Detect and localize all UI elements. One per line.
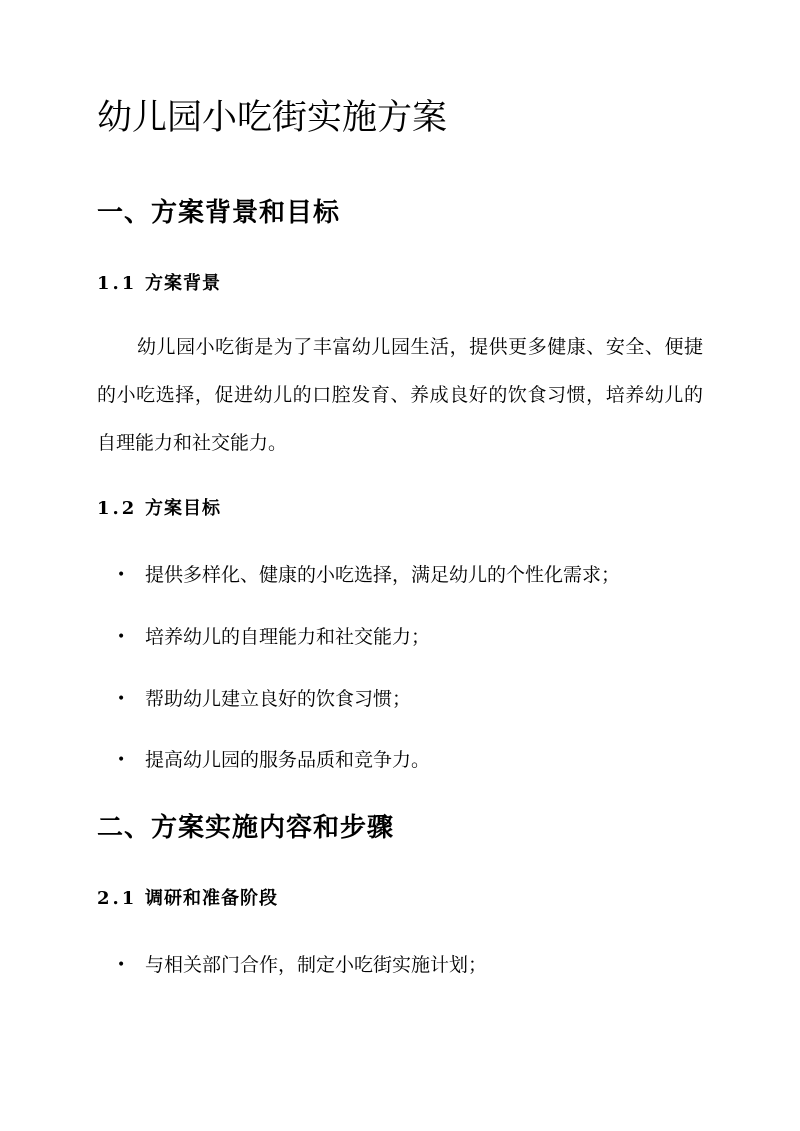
list-item-text: 帮助幼儿建立良好的饮食习惯； — [145, 688, 412, 710]
bullet-icon: • — [117, 629, 126, 645]
list-item — [117, 622, 430, 652]
subsection-2-1-heading — [97, 884, 278, 914]
bullet-icon: • — [117, 957, 126, 973]
background-paragraph: 幼儿园小吃街是为了丰富幼儿园生活，提供更多健康、安全、便捷的小吃选择，促进幼儿的口腔发育、养成良好的饮食习惯，培养幼儿的自理能力和社交能力。 — [97, 336, 703, 454]
list-item-text: 提高幼儿园的服务品质和竞争力。 — [145, 749, 431, 771]
list-item — [117, 560, 620, 590]
list-item — [117, 684, 411, 714]
list-item-text: 与相关部门合作，制定小吃街实施计划； — [145, 954, 488, 976]
subsection-1-2-title: 方案目标 — [145, 498, 221, 519]
subsection-1-1-number: 1.1 — [97, 273, 138, 294]
bullet-icon: • — [117, 567, 126, 583]
bullet-icon: • — [117, 691, 126, 707]
list-item-text: 提供多样化、健康的小吃选择，满足幼儿的个性化需求； — [145, 564, 621, 586]
subsection-1-1-title: 方案背景 — [145, 273, 221, 294]
list-item-text: 培养幼儿的自理能力和社交能力； — [145, 626, 431, 648]
list-item — [117, 745, 430, 775]
subsection-1-2-heading — [97, 494, 221, 524]
bullet-icon: • — [117, 752, 126, 768]
subsection-2-1-number: 2.1 — [97, 888, 138, 909]
list-item — [117, 950, 487, 980]
section-1-heading: 一、方案背景和目标 — [97, 198, 341, 228]
document-title: 幼儿园小吃街实施方案 — [97, 98, 448, 138]
section-2-heading: 二、方案实施内容和步骤 — [97, 813, 395, 843]
subsection-1-1-heading — [97, 269, 221, 299]
subsection-2-1-title: 调研和准备阶段 — [145, 888, 278, 909]
subsection-1-2-number: 1.2 — [97, 498, 138, 519]
